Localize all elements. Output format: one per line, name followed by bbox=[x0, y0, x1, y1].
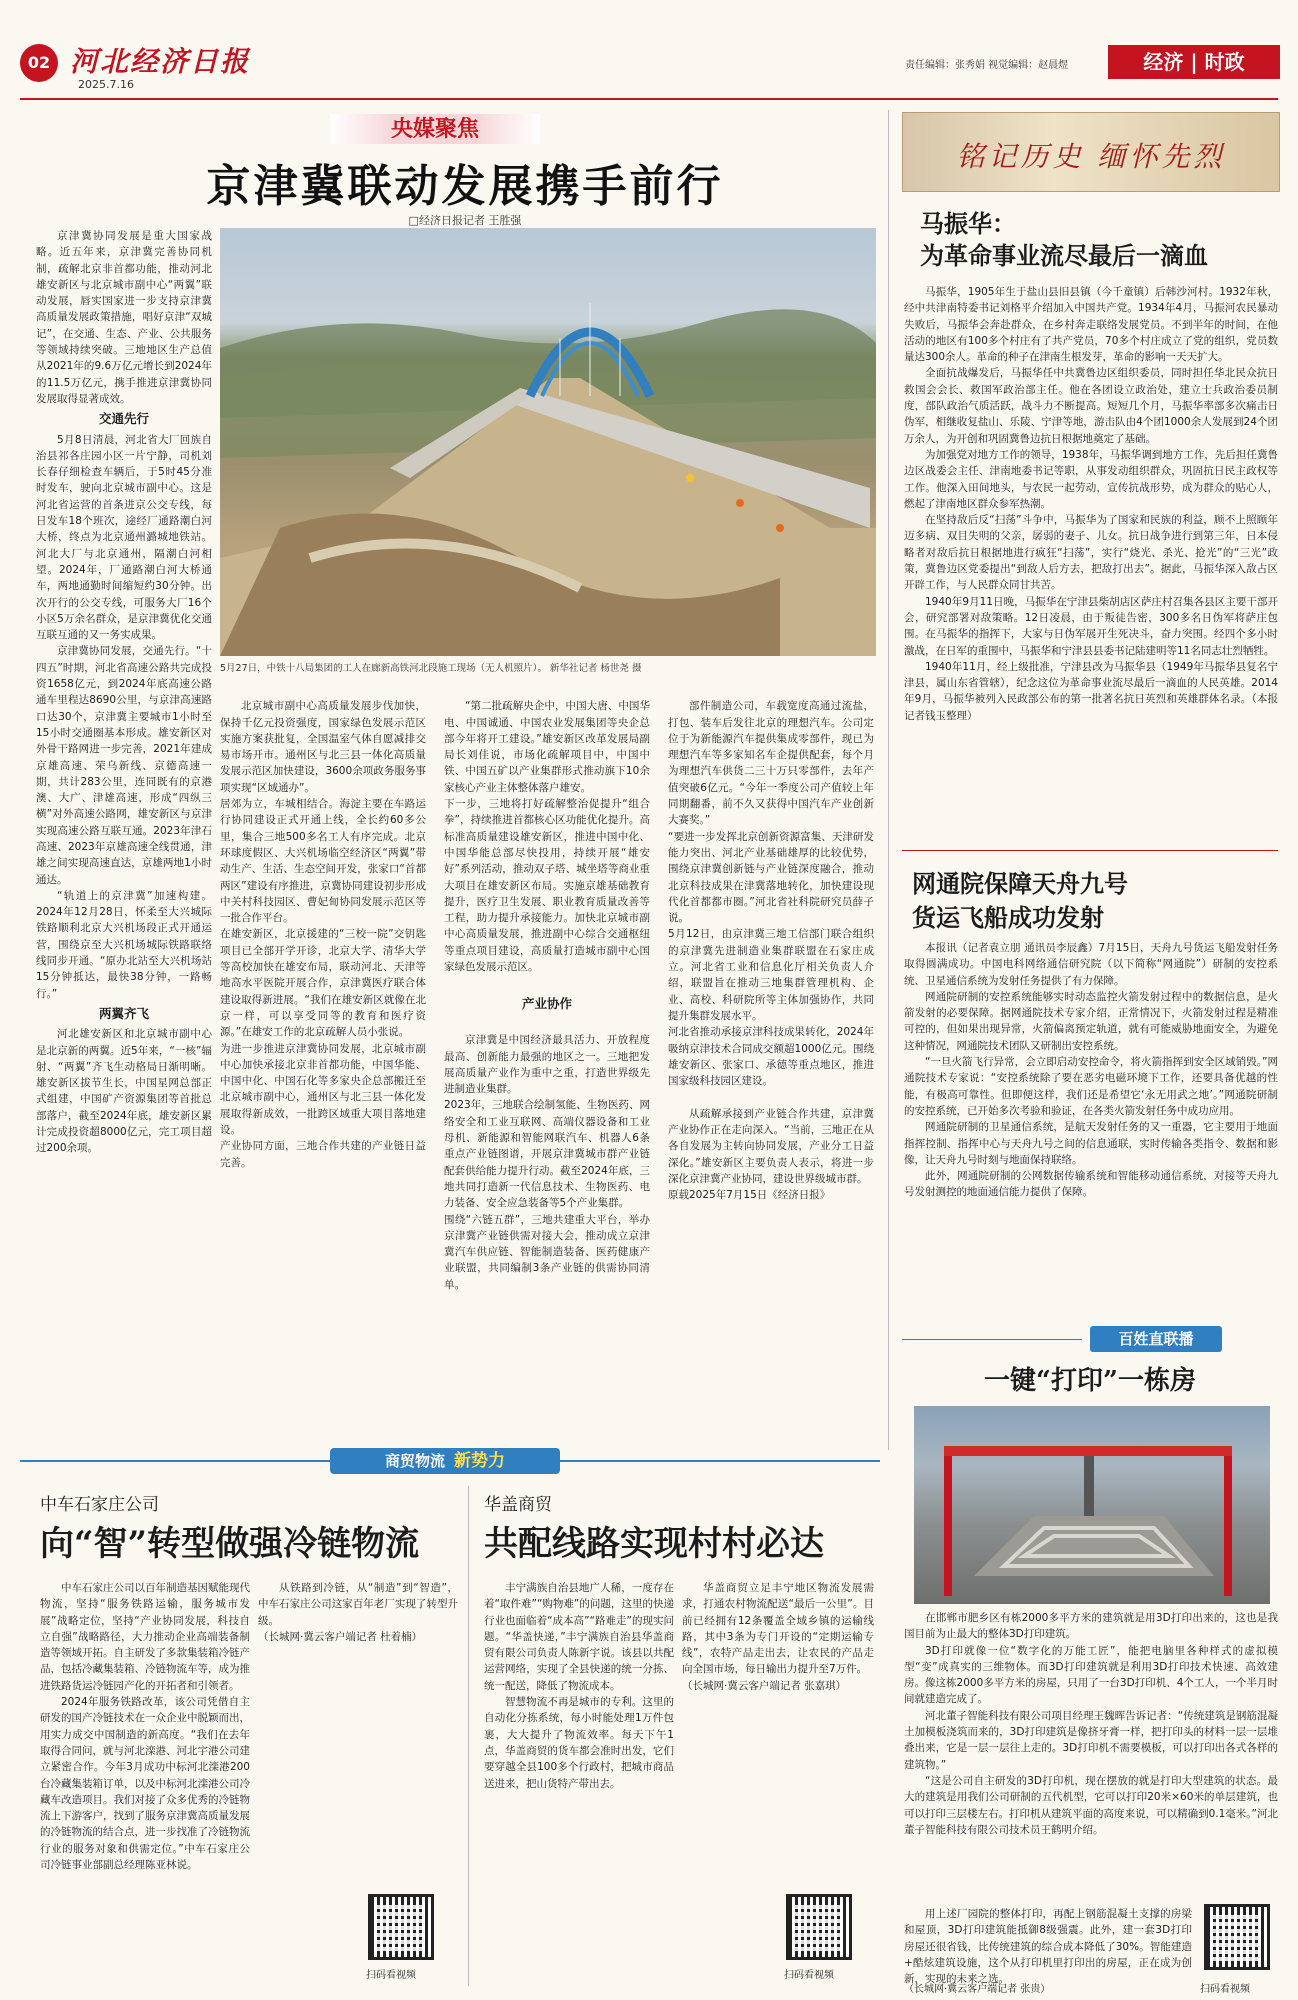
subhead-transport: 交通先行 bbox=[98, 411, 149, 427]
body-paragraph: 北京城市副中心高质量发展步伐加快，保持千亿元投资强度，国家绿色发展示范区实施方案获批复，全国温室气体自愿减排交易市场开市。通州区与北三县一体化高质量发展示范区加快建设，3600余项政务服务事项实现“区域通办”。 居郊为立，车城相结合。海淀主要在车路运行协同建设正式开通上线，全长约60多公里，集合三地500多名工人有序完成。北京环球度假区、大兴机场临空经济区“两翼”带动生产、生活、生态空间开发，张家口“首都两区”建设有序推进，京冀协同建设初步形成中关村科技园区、曹妃甸协同发展示范区等一批合作平台。 在雄安新区，北京援建的“三校一院”交钥匙项目已全部开学开诊，北京大学、清华大学等高校加快在雄安布局，联动河北、天津等地高水平医院开展合作，京津冀医疗联合体建设取得新进展。“我们在雄安新区就像在北京一样，可以享受同等的教育和医疗资源。”在雄安工作的北京疏解人员小张说。 为进一步推进京津冀协同发展，北京城市副中心加快承接北京非首都功能，中国华能、中国中化、中国石化等多家央企总部搬迁至北京城市副中心，通州区与北三县一体化发展取得新成效，一批跨区域重大项目落地建设。 产业协同方面，三地合作共建的产业链日益完善。 bbox=[220, 700, 426, 1169]
photo-caption: 5月27日，中铁十八局集团的工人在廊新高铁河北段施工现场（无人机照片）。 新华社记者 杨世尧 摄 bbox=[220, 663, 642, 674]
page-number: 02 bbox=[27, 53, 51, 72]
subhead-industry: 产业协作 bbox=[521, 995, 572, 1011]
main-headline: 京津冀联动发展携手前行 bbox=[206, 161, 724, 212]
main-column-4 bbox=[668, 682, 874, 1440]
body-paragraph: 在邯郸市肥乡区有栋2000多平方米的建筑就是用3D打印出来的，这也是我国目前为止最大的整体3D打印建筑。 bbox=[904, 1612, 1278, 1641]
qr-label: 扫码看视频 bbox=[784, 1970, 834, 1981]
body-paragraph: 从铁路到冷链，从“制造”到“智造”，中车石家庄公司这家百年老厂实现了转型升级。 bbox=[258, 1582, 458, 1627]
story-b-column-1 bbox=[484, 1580, 674, 1980]
story-b-org: 华盖商贸 bbox=[484, 1495, 552, 1515]
sidebar3-closing bbox=[904, 1906, 1192, 1986]
body-paragraph: 全面抗战爆发后，马振华任中共冀鲁边区组织委员，同时担任华北民众抗日救国会会长、救国军政治部主任。他在各团设立政治处，建立士兵政治委员制度，部队政治气质活跃，战斗力不断提高。短短几个月，马振华率部多次痛击日伪军，相继收复盐山、乐陵、宁津等地，游击队由4个团1000余人发展到24个团万余人，为开创和巩固冀鲁边抗日根据地奠定了基础。 bbox=[904, 367, 1278, 445]
story-a-column-1 bbox=[40, 1580, 250, 1980]
subhead-two-wings: 两翼齐飞 bbox=[98, 1005, 149, 1021]
body-paragraph: 京津冀是中国经济最具活力、开放程度最高、创新能力最强的地区之一。三地把发展高质量产业作为重中之重，打造世界级先进制造业集群。 2023年，三地联合绘制氢能、生物医药、网络安全和工业互联网、高端仪器设备和工业母机、新能源和智能网联汽车、机器人6条重点产业链图谱，开展京津冀城市群产业链配套供给能力提升行动。截至2024年底，三地共同打造新一代信息技术、生物医药、电力装备、安全应急装备等5个产业集群。 围绕“六链五群”，三地共建重大平台，举办京津冀产业链供需对接大会，推动成立京津冀汽车供应链、智能制造装备、医药健康产业联盟，共同编制3条产业链的供需协同清单。 bbox=[444, 1034, 650, 1291]
body-paragraph: 河北董子智能科技有限公司项目经理王魏晖告诉记者：“传统建筑是钢筋混凝土加模板浇筑而来的，3D打印建筑是像挤牙膏一样，把打印头的材料一层一层堆叠出来，它是一层一层往上走的。3D打印机不需要模板，可以打印出各式各样的建筑物。” bbox=[904, 1709, 1278, 1771]
sidebar1-title-line2: 为革命事业流尽最后一滴血 bbox=[920, 241, 1208, 270]
body-paragraph: “第二批疏解央企中，中国大唐、中国华电、中国诚通、中国农业发展集团等央企总部今年将开工建设。”雄安新区改革发展局副局长刘佳说，市场化疏解项目中，中国中铁、中国五矿以产业集群形式推动旗下10余家核心产业主体整体落户雄安。 下一步，三地将打好疏解整治促提升“组合拳”，持续推进首都核心区功能优化提升。高标准高质量建设雄安新区，推进中国中化、中国华能总部尽快投用，持续开展“雄安好”系列活动，推动双子塔、城坐塔等商业重大项目在雄安新区布局。实施京雄基础教育提升，医疗卫生发展、职业教育质量改善等工程，助力提升承接能力。加快北京城市副中心高质量发展，推进副中心综合交通枢纽等重点项目建设，高质量打造城市副中心国家绿色发展示范区。 bbox=[444, 700, 650, 974]
memorial-banner bbox=[902, 112, 1280, 192]
qr-code-icon[interactable] bbox=[368, 1894, 434, 1960]
section-label: 经济 | 时政 bbox=[1143, 50, 1245, 74]
story-a-org: 中车石家庄公司 bbox=[40, 1495, 159, 1515]
column-divider bbox=[468, 1486, 469, 1986]
badge-rule bbox=[902, 1339, 1082, 1340]
body-paragraph: 5月8日清晨，河北省大厂回族自治县祁各庄园小区一片宁静，司机刘长春仔细检查车辆后，于5时45分准时发车，驶向北京城市副中心。这是河北省运营的首条进京公交专线，每日发车18个班次，途经厂通路潮白河大桥，终点为北京通州潞城地铁站。河北大厂与北京通州，隔潮白河相望。2024年，厂通路潮白河大桥通车，两地通勤时间缩短约30分钟。出次开行的公交专线，可服务大厂16个小区5万余名群众，是京津冀优化交通互联互通的又一务实成果。 bbox=[36, 433, 212, 642]
body-paragraph: 用上述厂园院的整体打印，再配上钢筋混凝土支撑的房梁和屋顶，3D打印建筑能抵御8级强震。此外，建一套3D打印房屋还很省钱，比传统建筑的综合成本降低了30%。智能建造+酷炫建筑设施，这个从打印机里打印出的房屋，正在成为创新，实现的未来之选。 bbox=[904, 1908, 1192, 1986]
qr-code-icon[interactable] bbox=[786, 1894, 852, 1960]
sidebar1-body bbox=[904, 284, 1278, 844]
sidebar3-credit: （长城网·冀云客户端记者 张贵） bbox=[904, 1984, 1051, 1995]
body-paragraph: 网通院研制的安控系统能够实时动态监控火箭发射过程中的数据信息，是火箭发射的必要保障。据网通院技术专家介绍，正常情况下，火箭发射过程是精准可控的，但如果出现异常，火箭偏离预定轨道，就有可能威胁地面安全，为避免这种情况，网通院技术团队又研制出安控系统。 bbox=[904, 990, 1278, 1052]
sidebar2-title-line1: 网通院保障天舟九号 bbox=[912, 869, 1128, 898]
body-paragraph: 网通院研制的卫星通信系统，是航天发射任务的又一重器，它主要用于地面指挥控制、指挥中心与天舟九号之间的信息通联，实时传输各类指令、数据和影像，让天舟九号时刻与地面保持联络。 bbox=[904, 1121, 1278, 1166]
memorial-banner-text: 铭记历史 缅怀先烈 bbox=[956, 140, 1226, 173]
body-paragraph: “一旦火箭飞行异常，会立即启动安控命令，将火箭指挥到安全区域销毁。”网通院技术专家说：“安控系统除了要在恶劣电磁环境下工作，还要具备优越的性能，有极高可靠性。但即便这样，我们还是希望它‘永无用武之地’。”网通院研制的安控系统，已开始多次考验和验证，在各类火箭发射任务中成功应用。 bbox=[904, 1056, 1278, 1117]
qr-label: 扫码看视频 bbox=[1200, 1984, 1250, 1995]
body-paragraph: 3D打印就像一位“数字化的万能工匠”，能把电脑里各种样式的虚拟模型“变”成真实的三维物体。而3D打印建筑就是利用3D打印技术快速、高效建房。像这栋2000多平方米的房屋，只用了一台3D打印机、4个工人，一个半月时间就建造完成了。 bbox=[904, 1644, 1278, 1706]
main-column-2 bbox=[220, 682, 426, 1440]
body-paragraph: 此外，网通院研制的公网数据传输系统和智能移动通信系统，对接等天舟九号发射测控的地面通信能力提供了保障。 bbox=[904, 1170, 1278, 1199]
body-paragraph: 智慧物流不再是城市的专利。这里的自动化分拣系统，每小时能处理1万件包裹，大大提升了物流效率。每天下午1点，华盖商贸的货车都会准时出发，它们要穿越全县100多个行政村，把城市商品送进来，把山货特产带出去。 bbox=[484, 1696, 674, 1790]
bottom-banner-left: 商贸物流 bbox=[384, 1452, 445, 1470]
story-a-credit: （长城网·冀云客户端记者 杜着楠） bbox=[258, 1630, 423, 1643]
sidebar2-body bbox=[904, 940, 1278, 1324]
body-paragraph: 从疏解承接到产业链合作共建，京津冀产业协作正在走向深入。“当前，三地正在从各自发展为主转向协同发展，产业分工日益深化。”雄安新区主要负责人表示，将进一步深化京津冀产业协同，建设世界级城市群。 原载2025年7月15日《经济日报》 bbox=[668, 1107, 874, 1202]
livestream-badge-label: 百姓直联播 bbox=[1118, 1330, 1194, 1348]
main-column-1 bbox=[36, 228, 212, 1440]
bridge-scene-illustration bbox=[220, 228, 876, 656]
livestream-badge bbox=[1090, 1326, 1222, 1352]
sidebar1-title-line1: 马振华： bbox=[920, 209, 1016, 238]
body-paragraph: “这是公司自主研发的3D打印机，现在摆放的就是打印大型建筑的状态。最大的建筑是用我们公司研制的五代机型，它可以打印20米×60米的单层建筑，也可以打印三层楼左右。打印机从建筑平面的高度来说，可以精确到0.1毫米。”河北董子智能科技有限公司技术员王鹤明介绍。 bbox=[904, 1774, 1278, 1836]
editor-credits: 责任编辑：张秀娟 视觉编辑：赵晨煜 bbox=[905, 60, 1069, 71]
body-paragraph: 中车石家庄公司以百年制造基因赋能现代物流，坚持“服务铁路运输，服务城市发展”战略定位，坚持“产业协同发展，科技自立自强”战略路径，大力推动企业高端装备制造等领域开拓。自主研发了多款集装箱冷链产品，包括冷藏集装箱、冷链物流车等，成为推进铁路货运冷链园产化的开拓者和引领者。 bbox=[40, 1582, 250, 1692]
story-b-credit: （长城网·冀云客户端记者 张嘉琪） bbox=[682, 1679, 847, 1692]
body-paragraph: “轨道上的京津冀”加速构建。2024年12月28日，怀柔至大兴城际铁路顺利北京大兴机场段正式开通运营，围绕京至大兴机场城际铁路联络线同步开通。“原办北站至大兴机场站15分钟抵达，最快38分钟，一路畅行。” bbox=[36, 889, 212, 1000]
body-paragraph: 1940年9月11日晚，马振华在宁津县柴胡店区萨庄村召集各县区主要干部开会，研究部署对敌策略。12日凌晨，由于叛徒告密，300多名日伪军将萨庄包围。在马振华的指挥下，大家与日伪军展开生死决斗，奋力突围。经四个多小时激战，在日军的重围中，马振华和宁津县县委书记陆建明等11名同志壮烈牺牲。 bbox=[904, 595, 1278, 657]
body-paragraph: 京津冀协同发展，交通先行。“十四五”时期，河北省高速公路共完成投资1658亿元，到2024年底高速公路通车里程达8690公里，与京津高速路口达30个，京津冀主要城市1小时至15小时交通圈基本形成。雄安新区对外骨干路网进一步完善，2021年建成京雄高速、荣乌新线、京德高速一期，共计283公里，连同既有的京港澳、大广、津雄高速，形成“四纵三横”对外高速公路网，雄安新区与京津实现高速公路互联互通。2023年津石高速、2023年京雄高速全线贯通，津雄之间实现高速直达，京雄两地1小时通达。 bbox=[36, 645, 212, 886]
masthead-rule bbox=[20, 98, 1278, 100]
sidebar-divider bbox=[902, 850, 1278, 851]
body-paragraph: 河北雄安新区和北京城市副中心是北京新的两翼。近5年来，“一核”辐射、“两翼”齐飞生动格局日渐明晰。雄安新区拔节生长，中国星网总部正式组建，中国矿产资源集团等首批总部落户，截至2024年底，雄安新区累计完成投资超8000亿元，完工项目超过200余项。 bbox=[36, 1028, 212, 1155]
body-paragraph: 2024年服务铁路改革，该公司凭借自主研发的国产冷链技术在一众企业中脱颖而出，用实力成交中国制造的新高度。“我们在去年取得合同问，就与河北滦港、河北宇港公司建立紧密合作。今年3月成功中标河北滦港200台冷藏集装箱订单，以及中标河北滦港公司冷藏车改造项目。我们对接了众多优秀的冷链物流上下游客户，找到了服务京津冀高质量发展的冷链物流的结合点，进一步找准了冷链物流行业的服务对象和供需定位。”中车石家庄公司冷链事业部副总经理陈亚林说。 bbox=[40, 1696, 250, 1872]
sidebar2-title-line2: 货运飞船成功发射 bbox=[912, 903, 1104, 932]
body-paragraph: 为加强党对地方工作的领导，1938年，马振华调到地方工作，先后担任冀鲁边区战委会主任、津南地委书记等职，从事发动组织群众，巩固抗日民主政权等工作。他深入田间地头，与农民一起劳动，宣传抗战形势，成为群众的贴心人，燃起了津南地区群众参军热潮。 bbox=[904, 448, 1278, 510]
bottom-banner-right: 新势力 bbox=[454, 1451, 506, 1471]
issue-date: 2025.7.16 bbox=[78, 78, 134, 91]
3d-printer-illustration bbox=[914, 1406, 1270, 1604]
section-tag bbox=[1108, 45, 1280, 79]
body-paragraph: 丰宁满族自治县地广人稀，一度存在着“取件难”“购物难”的问题，这里的快递行业也面临着“成本高”“路难走”的现实问题。“华盖快递，”丰宁满族自治县华盖商贸有限公司负责人陈新宇说。该县以共配运营网络，实现了全县快递的统一分拣、统一配送，降低了物流成本。 bbox=[484, 1582, 674, 1692]
intro-paragraph: 京津冀协同发展是重大国家战略。近五年来，京津冀完善协同机制，疏解北京非首都功能，推动河北雄安新区与北京城市副中心“两翼”联动发展，唇实国家进一步支持京津冀高质量发展政策措施，唱好京津“双城记”，在交通、生态、产业、公共服务等领域持续突破。三地地区生产总值从2021年的9.6万亿元增长到2024年的11.5万亿元，携手推进京津冀协同发展取得显著成效。 bbox=[36, 230, 212, 405]
body-paragraph: 华盖商贸立足丰宁地区物流发展需求，打通农村物流配送“最后一公里”。目前已经拥有12条覆盖全域乡镇的运输线路，其中3条为专门开设的“定期运输专线”，农特产品走出去，让农民的产品走向全国市场，每日输出力提升至7万件。 bbox=[682, 1582, 874, 1676]
main-column-3 bbox=[444, 682, 650, 1440]
page-number-badge bbox=[20, 44, 58, 82]
body-paragraph: 马振华，1905年生于盐山县旧县镇（今千童镇）后韩沙河村。1932年秋，经中共津南特委书记刘格平介绍加入中国共产党。1934年4月，马振河农民暴动失败后，马振华会奔赴群众，在乡村奔走联络发展党员。不到半年的时间，在他活动的地区有100多个村庄有了共产党员，70多个村庄成立了党的组织，党员数量达300余人。革命的种子在津南生根发芽，革命的影响一天天扩大。 bbox=[904, 286, 1278, 364]
body-paragraph: 在坚持敌后反“扫荡”斗争中，马振华为了国家和民族的利益，顾不上照顾年迈多病、双目失明的父亲，孱弱的妻子、儿女。抗日战争进行到第三年，日本侵略者对敌后抗日根据地进行疯狂“扫荡”，实行“烧光、杀光、抢光”的“三光”政策，冀鲁边区党委提出“到敌人后方去，把敌打出去”。据此，马振华深入敌占区开辟工作，与人民群众同甘共苦。 bbox=[904, 514, 1278, 592]
sidebar3-body bbox=[904, 1610, 1278, 1902]
body-paragraph: 本报讯（记者袁立朋 通讯员李辰鑫）7月15日，天舟九号货运飞船发射任务取得圆满成功。中国电科网络通信研究院（以下简称“网通院”）研制的安控系统、卫星通信系统为发射任务提供了有力保障。 bbox=[904, 942, 1278, 987]
body-paragraph: 部件制造公司，车载宽度高通过流盐，打包、装车后发往北京的理想汽车。公司定位于为新能源汽车提供集成零部件，现已为理想汽车等多家知名车企提供配套，每个月为理想汽车供货二三十万只零部件，去年产值突破6亿元。“今年一季度公司产值较上年同期翻番，前不久又获得中国汽车产业创新大赛奖。” “要进一步发挥北京创新资源富集、天津研发能力突出、河北产业基础雄厚的比较优势，围绕京津冀创新链与产业链深度融合，推动北京科技成果在津冀落地转化，加快建设现代化首都都市圈。”河北省社科院研究员薛子说。 5月12日，由京津冀三地工信部门联合组织的京津冀先进制造业集群联盟在石家庄成立。河北省工业和信息化厅相关负责人介绍，联盟旨在推动三地集群管理机构、企业、高校、科研院所等主体加强协作，共同提升集群发展水平。 河北省推动承接京津科技成果转化，2024年吸纳京津技术合同成交额超1000亿元。围绕雄安新区、张家口、承德等重点地区，推进国家级科技园区建设。 bbox=[668, 700, 874, 1088]
column-divider bbox=[888, 110, 889, 1450]
main-byline: □经济日报记者 王胜强 bbox=[408, 214, 522, 227]
bottom-banner bbox=[330, 1448, 560, 1474]
paper-name: 河北经济日报 bbox=[70, 45, 251, 78]
kicker-banner bbox=[330, 114, 540, 144]
story-b-title: 共配线路实现村村必达 bbox=[484, 1524, 824, 1564]
story-a-title: 向“智”转型做强冷链物流 bbox=[40, 1524, 420, 1564]
qr-label: 扫码看视频 bbox=[366, 1970, 416, 1981]
qr-code-icon[interactable] bbox=[1204, 1904, 1270, 1970]
printed-house-photo bbox=[914, 1406, 1270, 1604]
body-paragraph: 1940年11月，经上级批准，宁津县改为马振华县（1949年马振华县复名宁津县，属山东省管辖），纪念这位为革命事业流尽最后一滴血的人民英雄。2014年9月，马振华被列入民政部公布的第一批著名抗日英烈和英雄群体名录。（本报记者钱玉整理） bbox=[904, 660, 1278, 722]
sidebar3-title: 一键“打印”一栋房 bbox=[984, 1366, 1196, 1396]
main-photo bbox=[220, 228, 876, 656]
kicker-label: 央媒聚焦 bbox=[390, 116, 479, 142]
